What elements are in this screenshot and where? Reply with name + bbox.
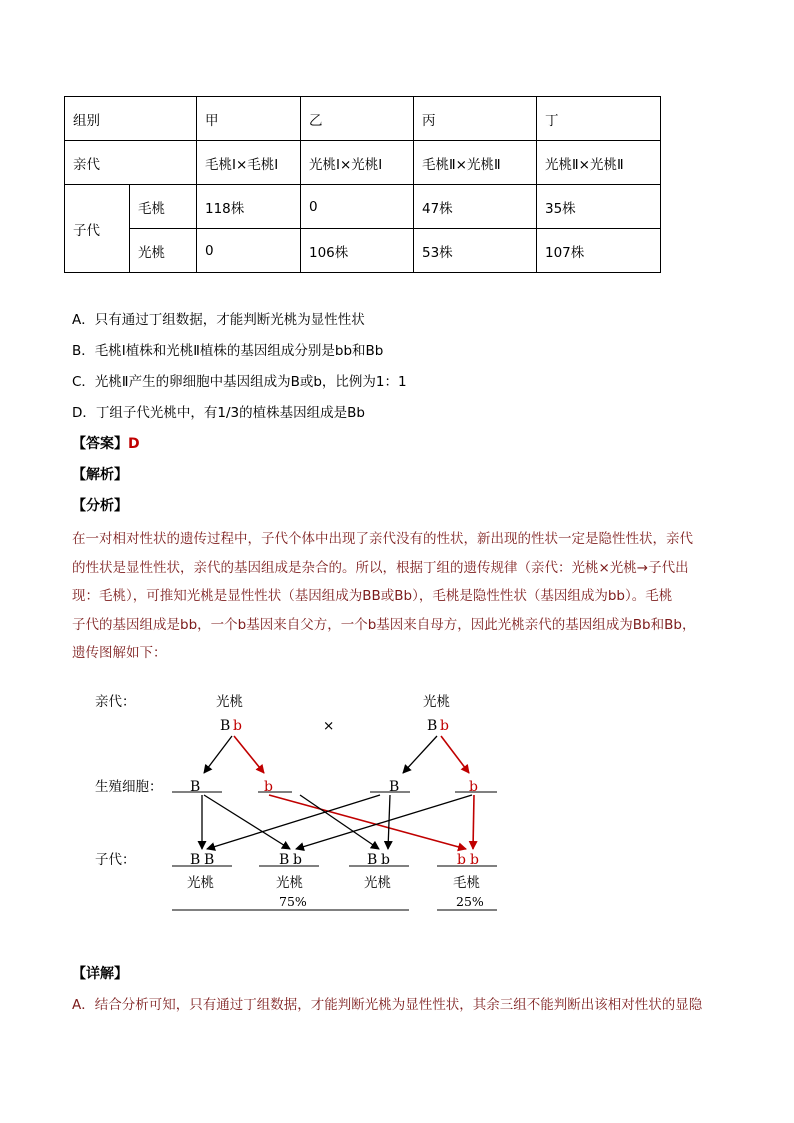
offspring-3-allele: b bbox=[381, 852, 390, 868]
row-label: 子代 bbox=[65, 185, 130, 273]
answer-line bbox=[72, 434, 140, 454]
table-header-cell: 丁 bbox=[537, 97, 661, 141]
fenxi-label: 【分析】 bbox=[72, 498, 128, 514]
table-cell: 毛桃Ⅱ×光桃Ⅱ bbox=[414, 141, 537, 185]
parent-left-allele-b-recessive: b bbox=[233, 718, 242, 734]
detail-label: 【详解】 bbox=[72, 966, 128, 982]
analysis-line: 子代的基因组成是bb，一个b基因来自父方，一个b基因来自母方，因此光桃亲代的基因组成为Bb和Bb， bbox=[72, 616, 696, 633]
table-cell: 毛桃Ⅰ×毛桃Ⅰ bbox=[197, 141, 301, 185]
answer-value: D bbox=[128, 436, 140, 452]
table-row-offspring-smooth bbox=[65, 229, 661, 273]
analysis-paragraph bbox=[72, 525, 722, 668]
table-row-offspring-hairy bbox=[65, 185, 661, 229]
table-header-cell: 丙 bbox=[414, 97, 537, 141]
arrow-gamete-to-offspring bbox=[296, 795, 472, 849]
gamete-1: B bbox=[190, 779, 201, 795]
sub-row-label: 毛桃 bbox=[130, 185, 197, 229]
table-cell: 0 bbox=[197, 229, 301, 273]
analysis-label: 【解析】 bbox=[72, 467, 128, 483]
table-cell: 0 bbox=[301, 185, 414, 229]
parent-right-allele-b-recessive: b bbox=[440, 718, 449, 734]
table-header-row bbox=[65, 97, 661, 141]
analysis-line: 现：毛桃），可推知光桃是显性性状（基因组成为BB或Bb），毛桃是隐性性状（基因组成为bb）。毛桃 bbox=[72, 588, 673, 605]
parent-right-allele-b-dominant: B bbox=[427, 718, 438, 734]
arrow-parent-to-gamete bbox=[234, 736, 264, 773]
gamete-3: B bbox=[389, 779, 400, 795]
arrow-parent-to-gamete bbox=[403, 736, 437, 773]
offspring-1-phenotype: 光桃 bbox=[187, 875, 214, 891]
table-cell: 107株 bbox=[537, 229, 661, 273]
detail-text: A．结合分析可知，只有通过丁组数据，才能判断光桃为显性性状，其余三组不能判断出该相对性状的显隐 bbox=[72, 997, 703, 1013]
sub-row-label: 光桃 bbox=[130, 229, 197, 273]
table-cell: 47株 bbox=[414, 185, 537, 229]
parent-left-name: 光桃 bbox=[216, 694, 243, 710]
row-label-offspring: 子代： bbox=[95, 852, 136, 868]
row-label: 亲代 bbox=[65, 141, 197, 185]
offspring-4-allele: b bbox=[457, 852, 466, 868]
table-header-cell: 组别 bbox=[65, 97, 197, 141]
offspring-3-phenotype: 光桃 bbox=[364, 875, 391, 891]
offspring-2-phenotype: 光桃 bbox=[276, 875, 303, 891]
arrow-gamete-to-offspring bbox=[473, 795, 474, 849]
arrow-parent-to-gamete bbox=[441, 736, 469, 773]
cross-symbol: × bbox=[323, 718, 335, 734]
arrow-gamete-to-offspring bbox=[388, 795, 390, 849]
table-header-cell: 乙 bbox=[301, 97, 414, 141]
analysis-line: 在一对相对性状的遗传过程中，子代个体中出现了亲代没有的性状，新出现的性状一定是隐性性状，亲代 bbox=[72, 531, 693, 547]
inheritance-diagram bbox=[0, 680, 794, 920]
genetics-data-table bbox=[64, 96, 661, 273]
analysis-line: 遗传图解如下： bbox=[72, 645, 167, 662]
option-d: D．丁组子代光桃中，有1/3的植株基因组成是Bb bbox=[72, 405, 365, 421]
table-cell: 106株 bbox=[301, 229, 414, 273]
gamete-4: b bbox=[469, 779, 478, 795]
option-c: C．光桃Ⅱ产生的卵细胞中基因组成为B或b，比例为1：1 bbox=[72, 374, 407, 390]
offspring-1-allele: B bbox=[204, 852, 215, 868]
offspring-2-allele: B bbox=[279, 852, 290, 868]
parent-right-name: 光桃 bbox=[423, 694, 450, 710]
table-row-parent bbox=[65, 141, 661, 185]
arrow-gamete-to-offspring bbox=[207, 795, 380, 849]
row-label-parent: 亲代： bbox=[95, 694, 136, 710]
table-header-cell: 甲 bbox=[197, 97, 301, 141]
table-cell: 53株 bbox=[414, 229, 537, 273]
offspring-1-allele: B bbox=[190, 852, 201, 868]
ratio-recessive: 25% bbox=[456, 894, 484, 909]
table-cell: 光桃Ⅱ×光桃Ⅱ bbox=[537, 141, 661, 185]
offspring-3-allele: B bbox=[367, 852, 378, 868]
gamete-2: b bbox=[264, 779, 273, 795]
answer-label: 【答案】 bbox=[72, 436, 128, 452]
offspring-2-allele: b bbox=[293, 852, 302, 868]
option-b: B．毛桃Ⅰ植株和光桃Ⅱ植株的基因组成分别是bb和Bb bbox=[72, 343, 384, 359]
parent-left-allele-b-dominant: B bbox=[220, 718, 231, 734]
ratio-dominant: 75% bbox=[279, 894, 307, 909]
table-cell: 35株 bbox=[537, 185, 661, 229]
table-cell: 118株 bbox=[197, 185, 301, 229]
arrow-parent-to-gamete bbox=[204, 736, 232, 773]
arrow-gamete-to-offspring bbox=[204, 795, 290, 849]
option-a: A．只有通过丁组数据，才能判断光桃为显性性状 bbox=[72, 312, 365, 328]
analysis-line: 的性状是显性性状，亲代的基因组成是杂合的。所以，根据丁组的遗传规律（亲代：光桃×光桃→子代出 bbox=[72, 559, 689, 576]
offspring-4-allele: b bbox=[470, 852, 479, 868]
row-label-gamete: 生殖细胞： bbox=[95, 779, 163, 795]
offspring-4-phenotype: 毛桃 bbox=[453, 875, 480, 891]
table-cell: 光桃Ⅰ×光桃Ⅰ bbox=[301, 141, 414, 185]
